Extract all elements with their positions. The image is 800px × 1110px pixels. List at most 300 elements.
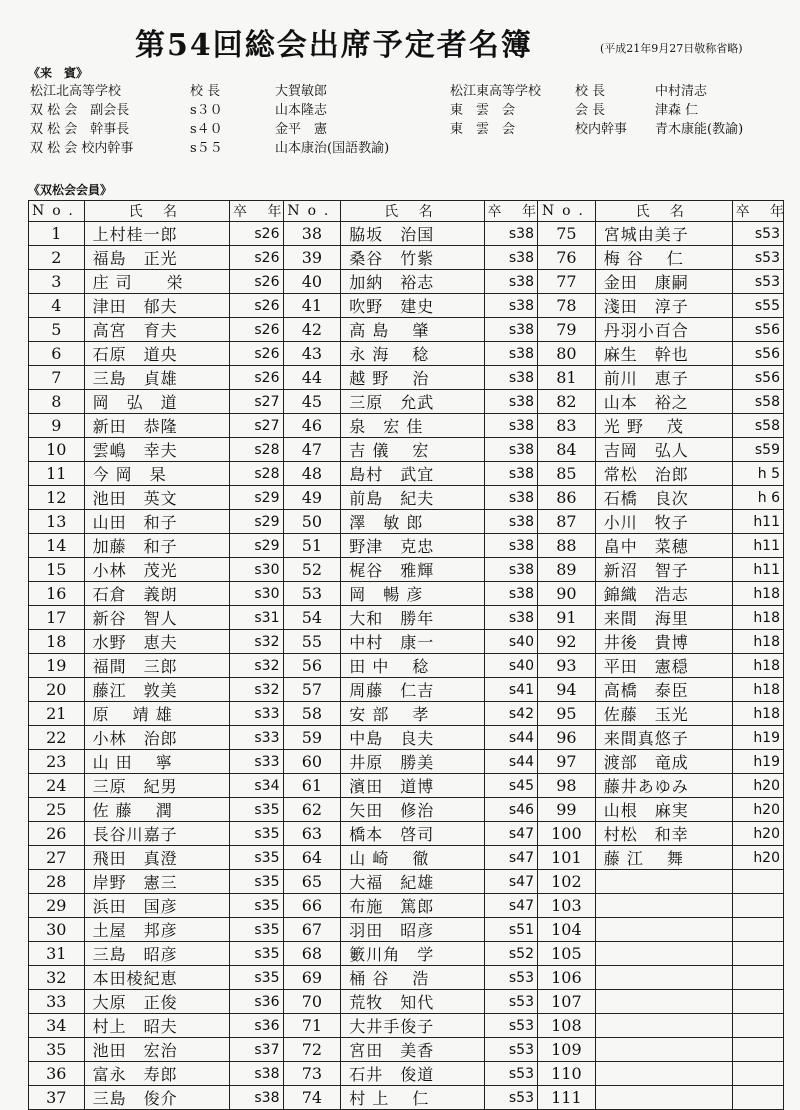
header-no: No. bbox=[29, 201, 85, 222]
guest-row bbox=[30, 118, 445, 137]
member-year: s33 bbox=[230, 726, 283, 750]
member-year: s53 bbox=[484, 1062, 537, 1086]
member-year: s26 bbox=[230, 246, 283, 270]
member-year: s32 bbox=[230, 630, 283, 654]
member-name: 小林 治郎 bbox=[84, 726, 229, 750]
member-name: 藤井あゆみ bbox=[595, 774, 732, 798]
member-year: s44 bbox=[484, 750, 537, 774]
member-name: 野津 克忠 bbox=[341, 534, 484, 558]
member-no: 99 bbox=[538, 798, 596, 822]
member-name: 三島 昭彦 bbox=[84, 942, 229, 966]
member-no: 57 bbox=[283, 678, 341, 702]
member-year: s53 bbox=[484, 1038, 537, 1062]
member-year: s38 bbox=[230, 1062, 283, 1086]
member-no: 12 bbox=[29, 486, 85, 510]
member-year: s33 bbox=[230, 750, 283, 774]
member-no: 17 bbox=[29, 606, 85, 630]
member-name: 福島 正光 bbox=[84, 246, 229, 270]
member-no: 88 bbox=[538, 534, 596, 558]
header-no: No. bbox=[283, 201, 341, 222]
guest-role: s５５ bbox=[190, 141, 223, 156]
member-year: h20 bbox=[732, 846, 783, 870]
member-no: 106 bbox=[538, 966, 596, 990]
header-name: 氏 名 bbox=[341, 201, 484, 222]
member-no: 43 bbox=[283, 342, 341, 366]
table-row bbox=[29, 462, 784, 486]
guest-name: 津森 仁 bbox=[655, 103, 699, 118]
member-name: 光 野 茂 bbox=[595, 414, 732, 438]
member-no: 94 bbox=[538, 678, 596, 702]
member-name: 三島 貞雄 bbox=[84, 366, 229, 390]
table-row bbox=[29, 486, 784, 510]
member-no: 44 bbox=[283, 366, 341, 390]
header-no: No. bbox=[538, 201, 596, 222]
member-no: 7 bbox=[29, 366, 85, 390]
member-name: 原 靖 雄 bbox=[84, 702, 229, 726]
member-year: h20 bbox=[732, 774, 783, 798]
guest-org: 双 松 会 幹事長 bbox=[30, 122, 130, 137]
member-name: 小川 牧子 bbox=[595, 510, 732, 534]
member-no: 68 bbox=[283, 942, 341, 966]
member-name: 石橋 良次 bbox=[595, 486, 732, 510]
table-row bbox=[29, 510, 784, 534]
member-no: 46 bbox=[283, 414, 341, 438]
table-row bbox=[29, 750, 784, 774]
member-no: 81 bbox=[538, 366, 596, 390]
member-year: h11 bbox=[732, 534, 783, 558]
member-no: 62 bbox=[283, 798, 341, 822]
member-no: 75 bbox=[538, 222, 596, 246]
guest-role: 校 長 bbox=[190, 84, 221, 99]
table-row bbox=[29, 318, 784, 342]
member-name: 渡部 竜成 bbox=[595, 750, 732, 774]
member-name: 羽田 昭彦 bbox=[341, 918, 484, 942]
member-year: s47 bbox=[484, 846, 537, 870]
header-year: 卒 年 bbox=[484, 201, 537, 222]
member-year: s30 bbox=[230, 582, 283, 606]
member-year: h19 bbox=[732, 726, 783, 750]
table-row bbox=[29, 678, 784, 702]
member-no: 26 bbox=[29, 822, 85, 846]
member-year: h18 bbox=[732, 654, 783, 678]
member-no: 69 bbox=[283, 966, 341, 990]
member-name: 長谷川嘉子 bbox=[84, 822, 229, 846]
member-year: h11 bbox=[732, 510, 783, 534]
member-no: 90 bbox=[538, 582, 596, 606]
member-year: s29 bbox=[230, 510, 283, 534]
member-no: 28 bbox=[29, 870, 85, 894]
member-no: 58 bbox=[283, 702, 341, 726]
member-no: 82 bbox=[538, 390, 596, 414]
member-name: 大井手俊子 bbox=[341, 1014, 484, 1038]
table-row bbox=[29, 222, 784, 246]
member-year: s35 bbox=[230, 870, 283, 894]
member-name: 新田 恭隆 bbox=[84, 414, 229, 438]
member-no: 83 bbox=[538, 414, 596, 438]
member-year: s28 bbox=[230, 438, 283, 462]
member-no: 20 bbox=[29, 678, 85, 702]
member-no: 40 bbox=[283, 270, 341, 294]
table-row bbox=[29, 270, 784, 294]
member-name: 山本 裕之 bbox=[595, 390, 732, 414]
guest-row bbox=[450, 118, 790, 137]
member-no: 50 bbox=[283, 510, 341, 534]
guest-name: 大賀敏郎 bbox=[275, 84, 328, 99]
member-name: 来間 海里 bbox=[595, 606, 732, 630]
member-year: s56 bbox=[732, 318, 783, 342]
member-name: 村松 和幸 bbox=[595, 822, 732, 846]
member-no: 63 bbox=[283, 822, 341, 846]
member-year: s38 bbox=[484, 390, 537, 414]
member-name: 井後 貴博 bbox=[595, 630, 732, 654]
member-year: s47 bbox=[484, 894, 537, 918]
member-name: 福間 三郎 bbox=[84, 654, 229, 678]
member-no: 32 bbox=[29, 966, 85, 990]
member-no: 4 bbox=[29, 294, 85, 318]
member-year: s45 bbox=[484, 774, 537, 798]
member-name: 橋本 啓司 bbox=[341, 822, 484, 846]
member-year: s56 bbox=[732, 342, 783, 366]
member-name: 常松 治郎 bbox=[595, 462, 732, 486]
member-name: 周藤 仁吉 bbox=[341, 678, 484, 702]
header-name: 氏 名 bbox=[84, 201, 229, 222]
table-row bbox=[29, 702, 784, 726]
member-no: 56 bbox=[283, 654, 341, 678]
member-year bbox=[732, 942, 783, 966]
table-row bbox=[29, 846, 784, 870]
member-year: s53 bbox=[732, 270, 783, 294]
member-year: s53 bbox=[732, 246, 783, 270]
guest-org: 松江北高等学校 bbox=[30, 84, 122, 99]
guest-org: 東 雲 会 bbox=[450, 103, 516, 118]
member-year: s53 bbox=[484, 990, 537, 1014]
member-year: s38 bbox=[230, 1086, 283, 1110]
member-year: s26 bbox=[230, 366, 283, 390]
member-name: 泉 宏 佳 bbox=[341, 414, 484, 438]
member-year: s47 bbox=[484, 870, 537, 894]
member-name: 池田 英文 bbox=[84, 486, 229, 510]
member-year: s38 bbox=[484, 534, 537, 558]
member-year: s38 bbox=[484, 582, 537, 606]
member-year: s51 bbox=[484, 918, 537, 942]
guest-org: 松江東高等学校 bbox=[450, 84, 542, 99]
member-name bbox=[595, 894, 732, 918]
member-name: 丹羽小百合 bbox=[595, 318, 732, 342]
member-year: s41 bbox=[484, 678, 537, 702]
member-no: 6 bbox=[29, 342, 85, 366]
header-year: 卒 年 bbox=[230, 201, 283, 222]
member-no: 103 bbox=[538, 894, 596, 918]
member-no: 71 bbox=[283, 1014, 341, 1038]
member-year: s29 bbox=[230, 534, 283, 558]
member-name: 平田 憲穏 bbox=[595, 654, 732, 678]
table-row bbox=[29, 342, 784, 366]
member-no: 84 bbox=[538, 438, 596, 462]
member-no: 18 bbox=[29, 630, 85, 654]
table-row bbox=[29, 894, 784, 918]
member-name: 永 海 稔 bbox=[341, 342, 484, 366]
member-no: 95 bbox=[538, 702, 596, 726]
member-no: 67 bbox=[283, 918, 341, 942]
member-no: 74 bbox=[283, 1086, 341, 1110]
member-no: 36 bbox=[29, 1062, 85, 1086]
member-name: 加藤 和子 bbox=[84, 534, 229, 558]
member-year: s35 bbox=[230, 966, 283, 990]
member-name: 前川 恵子 bbox=[595, 366, 732, 390]
member-no: 52 bbox=[283, 558, 341, 582]
member-name: 梅 谷 仁 bbox=[595, 246, 732, 270]
member-no: 107 bbox=[538, 990, 596, 1014]
table-row bbox=[29, 606, 784, 630]
member-year: s58 bbox=[732, 390, 783, 414]
member-no: 100 bbox=[538, 822, 596, 846]
member-name: 濱田 道博 bbox=[341, 774, 484, 798]
guest-org: 双 松 会 副会長 bbox=[30, 103, 130, 118]
member-no: 15 bbox=[29, 558, 85, 582]
member-no: 38 bbox=[283, 222, 341, 246]
member-no: 34 bbox=[29, 1014, 85, 1038]
member-name: 越 野 治 bbox=[341, 366, 484, 390]
member-name: 三島 俊介 bbox=[84, 1086, 229, 1110]
table-row bbox=[29, 558, 784, 582]
table-row bbox=[29, 870, 784, 894]
member-name: 岡 暢 彦 bbox=[341, 582, 484, 606]
member-no: 48 bbox=[283, 462, 341, 486]
member-name: 麻生 幹也 bbox=[595, 342, 732, 366]
guest-row bbox=[30, 99, 445, 118]
member-no: 39 bbox=[283, 246, 341, 270]
member-year: s56 bbox=[732, 366, 783, 390]
member-name: 畠中 菜穂 bbox=[595, 534, 732, 558]
member-name: 錦織 浩志 bbox=[595, 582, 732, 606]
table-row bbox=[29, 534, 784, 558]
member-no: 49 bbox=[283, 486, 341, 510]
member-no: 41 bbox=[283, 294, 341, 318]
member-year: s32 bbox=[230, 654, 283, 678]
table-row bbox=[29, 774, 784, 798]
member-no: 55 bbox=[283, 630, 341, 654]
table-row bbox=[29, 918, 784, 942]
member-name: 脇坂 治国 bbox=[341, 222, 484, 246]
member-year: s29 bbox=[230, 486, 283, 510]
table-row bbox=[29, 390, 784, 414]
member-no: 59 bbox=[283, 726, 341, 750]
member-name: 津田 郁夫 bbox=[84, 294, 229, 318]
guest-role: s３０ bbox=[190, 103, 223, 118]
member-no: 92 bbox=[538, 630, 596, 654]
member-name: 富永 寿郎 bbox=[84, 1062, 229, 1086]
member-year: s26 bbox=[230, 294, 283, 318]
member-year bbox=[732, 918, 783, 942]
member-year: s53 bbox=[484, 1014, 537, 1038]
member-year: h 6 bbox=[732, 486, 783, 510]
member-name: 加納 裕志 bbox=[341, 270, 484, 294]
member-no: 11 bbox=[29, 462, 85, 486]
member-no: 64 bbox=[283, 846, 341, 870]
member-name: 三原 允武 bbox=[341, 390, 484, 414]
member-name: 前島 紀夫 bbox=[341, 486, 484, 510]
member-no: 96 bbox=[538, 726, 596, 750]
guest-row bbox=[30, 137, 445, 156]
member-name: 梶谷 雅輝 bbox=[341, 558, 484, 582]
member-name: 浜田 国彦 bbox=[84, 894, 229, 918]
member-year: s27 bbox=[230, 414, 283, 438]
member-name: 高橋 泰臣 bbox=[595, 678, 732, 702]
member-year: s36 bbox=[230, 1014, 283, 1038]
member-no: 78 bbox=[538, 294, 596, 318]
member-no: 65 bbox=[283, 870, 341, 894]
guest-role: s４０ bbox=[190, 122, 223, 137]
member-year: s47 bbox=[484, 822, 537, 846]
member-name bbox=[595, 918, 732, 942]
member-no: 2 bbox=[29, 246, 85, 270]
member-year: s38 bbox=[484, 342, 537, 366]
member-name: 新沼 智子 bbox=[595, 558, 732, 582]
member-year: s34 bbox=[230, 774, 283, 798]
member-year: s38 bbox=[484, 510, 537, 534]
member-year bbox=[732, 1014, 783, 1038]
member-name bbox=[595, 1086, 732, 1110]
member-year: h18 bbox=[732, 606, 783, 630]
member-name: 庄 司 栄 bbox=[84, 270, 229, 294]
member-year: h18 bbox=[732, 702, 783, 726]
member-name: 石井 俊道 bbox=[341, 1062, 484, 1086]
member-year bbox=[732, 1062, 783, 1086]
table-row bbox=[29, 798, 784, 822]
member-year: h18 bbox=[732, 630, 783, 654]
member-year: s38 bbox=[484, 270, 537, 294]
member-name: 藤 江 舞 bbox=[595, 846, 732, 870]
member-name: 高 島 肇 bbox=[341, 318, 484, 342]
member-year: s38 bbox=[484, 558, 537, 582]
member-name: 石原 道央 bbox=[84, 342, 229, 366]
member-year: s42 bbox=[484, 702, 537, 726]
guests-right-table bbox=[450, 80, 790, 137]
member-name: 宮田 美香 bbox=[341, 1038, 484, 1062]
table-row bbox=[29, 582, 784, 606]
member-no: 9 bbox=[29, 414, 85, 438]
member-no: 77 bbox=[538, 270, 596, 294]
table-row bbox=[29, 822, 784, 846]
member-year: s40 bbox=[484, 654, 537, 678]
member-no: 31 bbox=[29, 942, 85, 966]
table-row bbox=[29, 1086, 784, 1110]
member-name: 佐藤 玉光 bbox=[595, 702, 732, 726]
member-year: h20 bbox=[732, 822, 783, 846]
member-name bbox=[595, 966, 732, 990]
guest-name: 山本隆志 bbox=[275, 103, 328, 118]
member-name: 田 中 稔 bbox=[341, 654, 484, 678]
member-no: 51 bbox=[283, 534, 341, 558]
member-no: 110 bbox=[538, 1062, 596, 1086]
member-year: h 5 bbox=[732, 462, 783, 486]
member-no: 72 bbox=[283, 1038, 341, 1062]
member-name: 石倉 義朗 bbox=[84, 582, 229, 606]
table-row bbox=[29, 246, 784, 270]
member-no: 25 bbox=[29, 798, 85, 822]
member-year: s28 bbox=[230, 462, 283, 486]
member-year bbox=[732, 1086, 783, 1110]
member-name: 岸野 憲三 bbox=[84, 870, 229, 894]
member-year: s35 bbox=[230, 822, 283, 846]
member-no: 21 bbox=[29, 702, 85, 726]
member-year bbox=[732, 990, 783, 1014]
member-year: s38 bbox=[484, 318, 537, 342]
guest-org: 双 松 会 校内幹事 bbox=[30, 141, 134, 156]
member-name: 籔川角 学 bbox=[341, 942, 484, 966]
table-row bbox=[29, 1062, 784, 1086]
member-name: 山 田 寧 bbox=[84, 750, 229, 774]
member-no: 97 bbox=[538, 750, 596, 774]
member-year: h19 bbox=[732, 750, 783, 774]
member-no: 111 bbox=[538, 1086, 596, 1110]
members-heading: 《双松会会員》 bbox=[28, 183, 113, 197]
member-name: 土屋 邦彦 bbox=[84, 918, 229, 942]
member-name: 今 岡 杲 bbox=[84, 462, 229, 486]
member-no: 13 bbox=[29, 510, 85, 534]
member-no: 29 bbox=[29, 894, 85, 918]
member-no: 10 bbox=[29, 438, 85, 462]
member-name: 桶 谷 浩 bbox=[341, 966, 484, 990]
member-no: 3 bbox=[29, 270, 85, 294]
member-name: 大原 正俊 bbox=[84, 990, 229, 1014]
member-year: s58 bbox=[732, 414, 783, 438]
table-row bbox=[29, 366, 784, 390]
member-name: 大福 紀雄 bbox=[341, 870, 484, 894]
member-year: s38 bbox=[484, 486, 537, 510]
member-no: 66 bbox=[283, 894, 341, 918]
table-row bbox=[29, 654, 784, 678]
member-name: 上村桂一郎 bbox=[84, 222, 229, 246]
date-note: (平成21年9月27日敬称省略) bbox=[600, 42, 743, 55]
member-year: s53 bbox=[732, 222, 783, 246]
member-year bbox=[732, 894, 783, 918]
member-name: 雲嶋 幸夫 bbox=[84, 438, 229, 462]
member-name: 桑谷 竹紫 bbox=[341, 246, 484, 270]
member-year: h18 bbox=[732, 582, 783, 606]
member-year: s38 bbox=[484, 606, 537, 630]
guest-name: 金平 憲 bbox=[275, 122, 328, 137]
member-name: 水野 恵夫 bbox=[84, 630, 229, 654]
member-year: h18 bbox=[732, 678, 783, 702]
member-name bbox=[595, 990, 732, 1014]
guest-role: 会 長 bbox=[575, 103, 606, 118]
member-year: s40 bbox=[484, 630, 537, 654]
member-name: 中島 良夫 bbox=[341, 726, 484, 750]
member-year: s38 bbox=[484, 366, 537, 390]
member-name: 三原 紀男 bbox=[84, 774, 229, 798]
member-name: 村 上 仁 bbox=[341, 1086, 484, 1110]
member-name bbox=[595, 1062, 732, 1086]
member-no: 76 bbox=[538, 246, 596, 270]
member-year: s26 bbox=[230, 270, 283, 294]
member-year: s53 bbox=[484, 966, 537, 990]
member-no: 14 bbox=[29, 534, 85, 558]
member-year: s37 bbox=[230, 1038, 283, 1062]
table-row bbox=[29, 1014, 784, 1038]
member-name: 小林 茂光 bbox=[84, 558, 229, 582]
table-row bbox=[29, 414, 784, 438]
member-name: 島村 武宜 bbox=[341, 462, 484, 486]
member-year: s35 bbox=[230, 918, 283, 942]
table-row bbox=[29, 438, 784, 462]
guest-row bbox=[30, 80, 445, 99]
member-name: 村上 昭夫 bbox=[84, 1014, 229, 1038]
member-name: 布施 篤郎 bbox=[341, 894, 484, 918]
table-row bbox=[29, 1038, 784, 1062]
guest-row bbox=[450, 80, 790, 99]
member-no: 80 bbox=[538, 342, 596, 366]
